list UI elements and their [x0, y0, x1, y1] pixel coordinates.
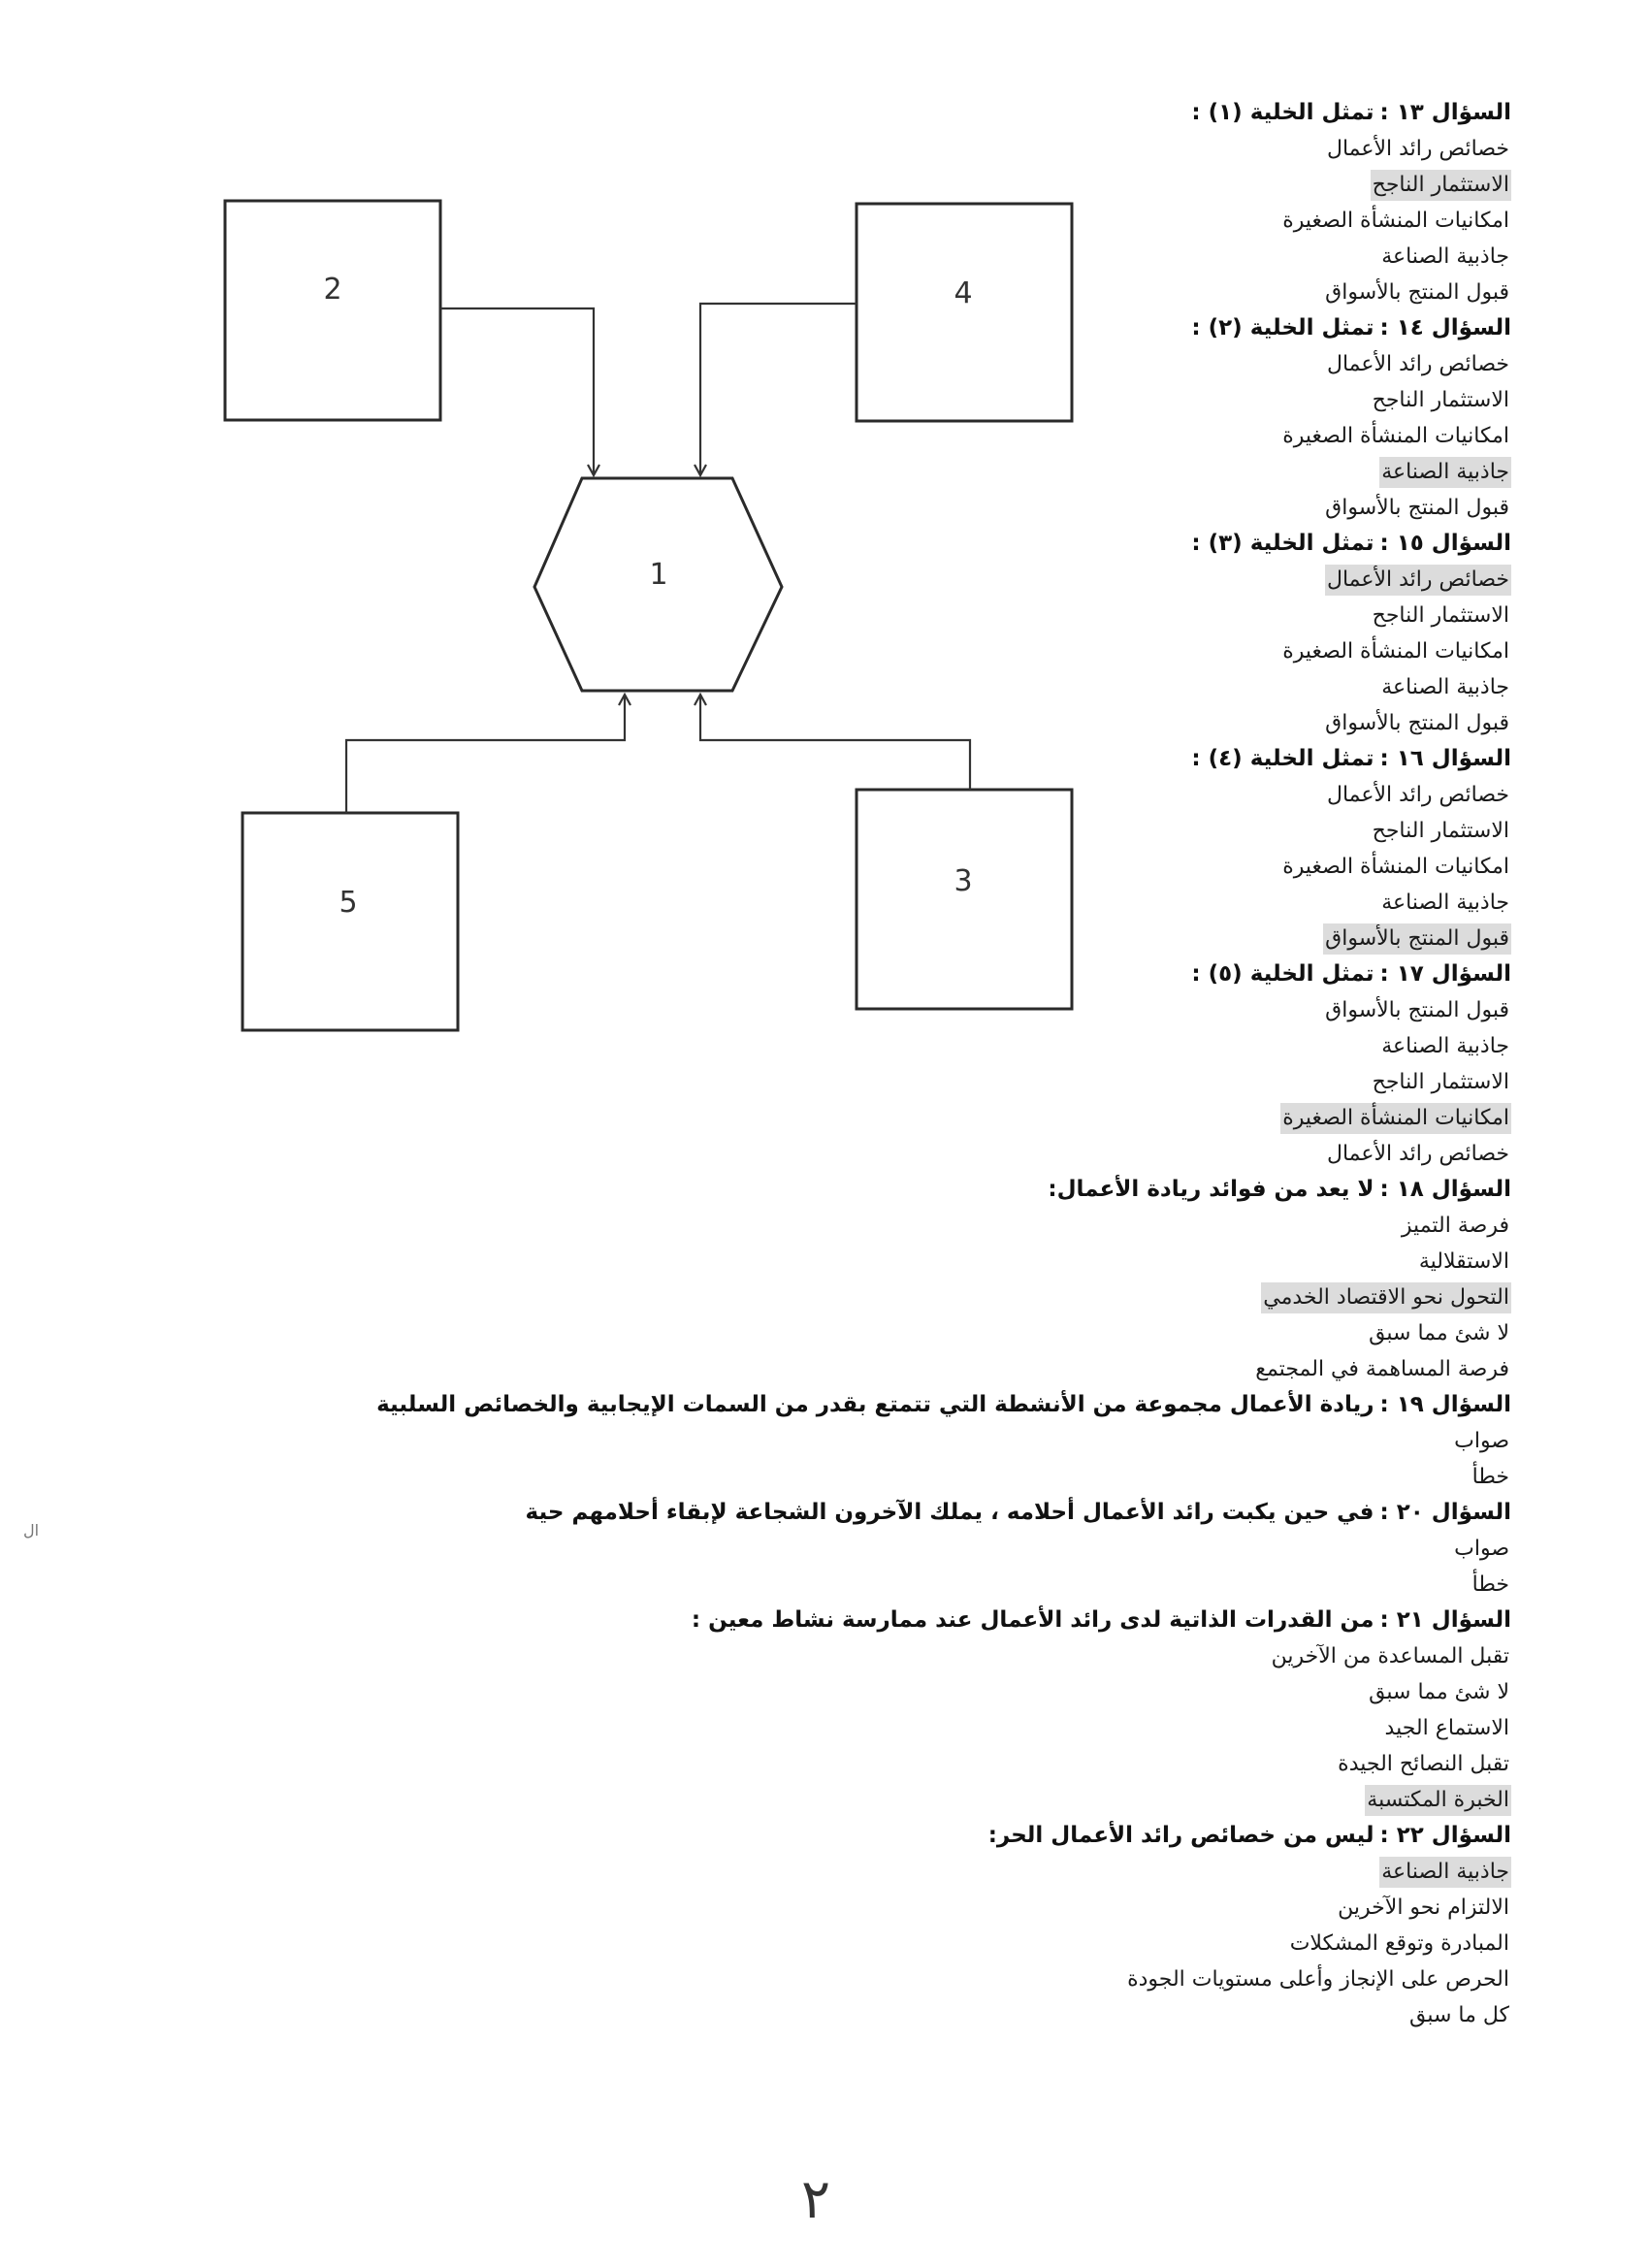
answer-option[interactable] — [250, 346, 1511, 382]
answer-option[interactable] — [250, 669, 1511, 705]
question-title — [250, 956, 1511, 992]
question-title — [250, 310, 1511, 346]
answer-option-text: جاذبية الصناعة — [1379, 457, 1511, 488]
answer-option-text: الاستثمار الناجح — [1372, 388, 1509, 412]
answer-option-text: جاذبية الصناعة — [1379, 1857, 1511, 1888]
center-label: 1 — [649, 558, 668, 592]
answer-option-text: قبول المنتج بالأسواق — [1325, 496, 1509, 520]
question-block — [250, 1818, 1511, 2033]
question-number: السؤال ١٨ : — [1379, 1177, 1511, 1202]
question-block — [250, 956, 1511, 1172]
answer-option-text: قبول المنتج بالأسواق — [1325, 711, 1509, 735]
answer-option[interactable] — [250, 992, 1511, 1028]
answer-option[interactable] — [250, 1710, 1511, 1746]
answer-option[interactable] — [250, 239, 1511, 275]
question-text: في حين يكبت رائد الأعمال أحلامه ، يملك الآخرون الشجاعة لإبقاء أحلامهم حية — [525, 1500, 1374, 1525]
answer-option-text: خطأ — [1471, 1465, 1509, 1489]
question-title — [250, 1495, 1511, 1531]
answer-option[interactable] — [250, 1315, 1511, 1351]
question-number: السؤال ١٣ : — [1379, 100, 1511, 125]
answer-option-selected[interactable] — [250, 921, 1511, 956]
answer-option-text: الاستماع الجيد — [1384, 1716, 1509, 1740]
answer-option[interactable] — [250, 849, 1511, 885]
answer-option-text: خطأ — [1471, 1572, 1509, 1597]
answer-option-text: المبادرة وتوقع المشكلات — [1289, 1931, 1509, 1956]
answer-option[interactable] — [250, 382, 1511, 418]
answer-option[interactable] — [250, 1208, 1511, 1244]
answer-option-text: جاذبية الصناعة — [1381, 675, 1509, 699]
answer-option-text: قبول المنتج بالأسواق — [1325, 998, 1509, 1022]
scan-mark: ال — [23, 1521, 40, 1539]
question-list — [250, 95, 1511, 2033]
question-text: ليس من خصائص رائد الأعمال الحر: — [987, 1823, 1374, 1848]
answer-option-text: امكانيات المنشأة الصغيرة — [1282, 855, 1509, 879]
answer-option[interactable] — [250, 1351, 1511, 1387]
question-title — [250, 741, 1511, 777]
question-number: السؤال ٢١ : — [1379, 1607, 1511, 1633]
answer-option-text: خصائص رائد الأعمال — [1326, 1142, 1509, 1166]
answer-option-text: امكانيات المنشأة الصغيرة — [1282, 639, 1509, 664]
answer-option[interactable] — [250, 1064, 1511, 1100]
question-text: من القدرات الذاتية لدى رائد الأعمال عند ممارسة نشاط معين : — [691, 1607, 1374, 1633]
answer-option-selected[interactable] — [250, 1782, 1511, 1818]
answer-option-selected[interactable] — [250, 1854, 1511, 1890]
answer-option-text: صواب — [1454, 1429, 1509, 1453]
answer-option-text: تقبل النصائح الجيدة — [1338, 1752, 1509, 1776]
answer-option[interactable] — [250, 1531, 1511, 1567]
question-block — [250, 1603, 1511, 1818]
answer-option-text: قبول المنتج بالأسواق — [1323, 923, 1511, 955]
answer-option[interactable] — [250, 813, 1511, 849]
answer-option-selected[interactable] — [250, 562, 1511, 598]
answer-option-text: خصائص رائد الأعمال — [1326, 783, 1509, 807]
question-title — [250, 1387, 1511, 1423]
question-number: السؤال ١٤ : — [1379, 315, 1511, 340]
question-title — [250, 1172, 1511, 1208]
box-label-bottom-right: 3 — [954, 864, 973, 898]
answer-option[interactable] — [250, 418, 1511, 454]
question-number: السؤال ١٥ : — [1379, 531, 1511, 556]
answer-option[interactable] — [250, 1244, 1511, 1280]
answer-option-text: التحول نحو الاقتصاد الخدمي — [1261, 1282, 1511, 1313]
answer-option-text: الاستثمار الناجح — [1372, 603, 1509, 628]
answer-option[interactable] — [250, 1674, 1511, 1710]
box-label-top-right: 4 — [954, 276, 973, 310]
answer-option-text: جاذبية الصناعة — [1381, 244, 1509, 269]
question-block — [250, 526, 1511, 741]
answer-option-text: الاستقلالية — [1418, 1249, 1509, 1274]
question-text: تمثل الخلية (٣) : — [1191, 531, 1374, 556]
answer-option[interactable] — [250, 1567, 1511, 1603]
answer-option-text: خصائص رائد الأعمال — [1325, 565, 1511, 596]
page-number: ٢ — [801, 2168, 831, 2231]
answer-option[interactable] — [250, 633, 1511, 669]
question-number: السؤال ٢٢ : — [1379, 1823, 1511, 1848]
answer-option-selected[interactable] — [250, 167, 1511, 203]
answer-option-text: الاستثمار الناجح — [1372, 819, 1509, 843]
answer-option[interactable] — [250, 1423, 1511, 1459]
answer-option-text: جاذبية الصناعة — [1381, 1034, 1509, 1058]
question-block — [250, 1387, 1511, 1495]
answer-option-text: الخبرة المكتسبة — [1365, 1785, 1511, 1816]
answer-option[interactable] — [250, 885, 1511, 921]
answer-option[interactable] — [250, 1961, 1511, 1997]
question-text: تمثل الخلية (٢) : — [1191, 315, 1374, 340]
question-number: السؤال ١٦ : — [1379, 746, 1511, 771]
answer-option-selected[interactable] — [250, 1100, 1511, 1136]
answer-option[interactable] — [250, 1746, 1511, 1782]
question-title — [250, 1818, 1511, 1854]
answer-option[interactable] — [250, 1028, 1511, 1064]
question-title — [250, 1603, 1511, 1638]
question-block — [250, 310, 1511, 526]
answer-option[interactable] — [250, 131, 1511, 167]
answer-option[interactable] — [250, 777, 1511, 813]
answer-option-text: جاذبية الصناعة — [1381, 891, 1509, 915]
question-block — [250, 95, 1511, 310]
answer-option-text: تقبل المساعدة من الآخرين — [1271, 1644, 1509, 1669]
answer-option-text: خصائص رائد الأعمال — [1326, 352, 1509, 376]
answer-option[interactable] — [250, 1459, 1511, 1495]
answer-option-text: الحرص على الإنجاز وأعلى مستويات الجودة — [1127, 1967, 1509, 1992]
question-title — [250, 95, 1511, 131]
box-label-top-left: 2 — [323, 273, 342, 307]
answer-option[interactable] — [250, 1638, 1511, 1674]
answer-option[interactable] — [250, 598, 1511, 633]
answer-option-text: الاستثمار الناجح — [1371, 170, 1511, 201]
answer-option-text: امكانيات المنشأة الصغيرة — [1280, 1103, 1511, 1134]
answer-option[interactable] — [250, 490, 1511, 526]
question-number: السؤال ١٩ : — [1379, 1392, 1511, 1417]
answer-option-text: الاستثمار الناجح — [1372, 1070, 1509, 1094]
answer-option-text: الالتزام نحو الآخرين — [1338, 1895, 1509, 1920]
answer-option-selected[interactable] — [250, 454, 1511, 490]
question-text: ريادة الأعمال مجموعة من الأنشطة التي تتمتع بقدر من السمات الإيجابية والخصائص السلبية — [376, 1392, 1374, 1417]
question-block — [250, 1495, 1511, 1603]
answer-option[interactable] — [250, 1890, 1511, 1926]
answer-option[interactable] — [250, 275, 1511, 310]
answer-option-text: صواب — [1454, 1537, 1509, 1561]
answer-option[interactable] — [250, 1997, 1511, 2033]
question-number: السؤال ١٧ : — [1379, 961, 1511, 987]
answer-option-text: فرصة التميز — [1401, 1214, 1509, 1238]
answer-option-text: قبول المنتج بالأسواق — [1325, 280, 1509, 305]
answer-option-text: لا شئ مما سبق — [1369, 1321, 1509, 1345]
answer-option[interactable] — [250, 1136, 1511, 1172]
question-block — [250, 1172, 1511, 1387]
box-label-bottom-left: 5 — [339, 886, 358, 920]
answer-option-text: امكانيات المنشأة الصغيرة — [1282, 424, 1509, 448]
answer-option-text: امكانيات المنشأة الصغيرة — [1282, 209, 1509, 233]
answer-option[interactable] — [250, 203, 1511, 239]
question-text: تمثل الخلية (٤) : — [1191, 746, 1374, 771]
answer-option-selected[interactable] — [250, 1280, 1511, 1315]
answer-option[interactable] — [250, 1926, 1511, 1961]
question-text: تمثل الخلية (٥) : — [1191, 961, 1374, 987]
question-text: تمثل الخلية (١) : — [1191, 100, 1374, 125]
answer-option[interactable] — [250, 705, 1511, 741]
answer-option-text: خصائص رائد الأعمال — [1326, 137, 1509, 161]
question-block — [250, 741, 1511, 956]
answer-option-text: فرصة المساهمة في المجتمع — [1255, 1357, 1509, 1381]
question-title — [250, 526, 1511, 562]
answer-option-text: كل ما سبق — [1408, 2003, 1509, 2027]
question-number: السؤال ٢٠ : — [1379, 1500, 1511, 1525]
answer-option-text: لا شئ مما سبق — [1369, 1680, 1509, 1704]
question-text: لا يعد من فوائد ريادة الأعمال: — [1048, 1177, 1374, 1202]
